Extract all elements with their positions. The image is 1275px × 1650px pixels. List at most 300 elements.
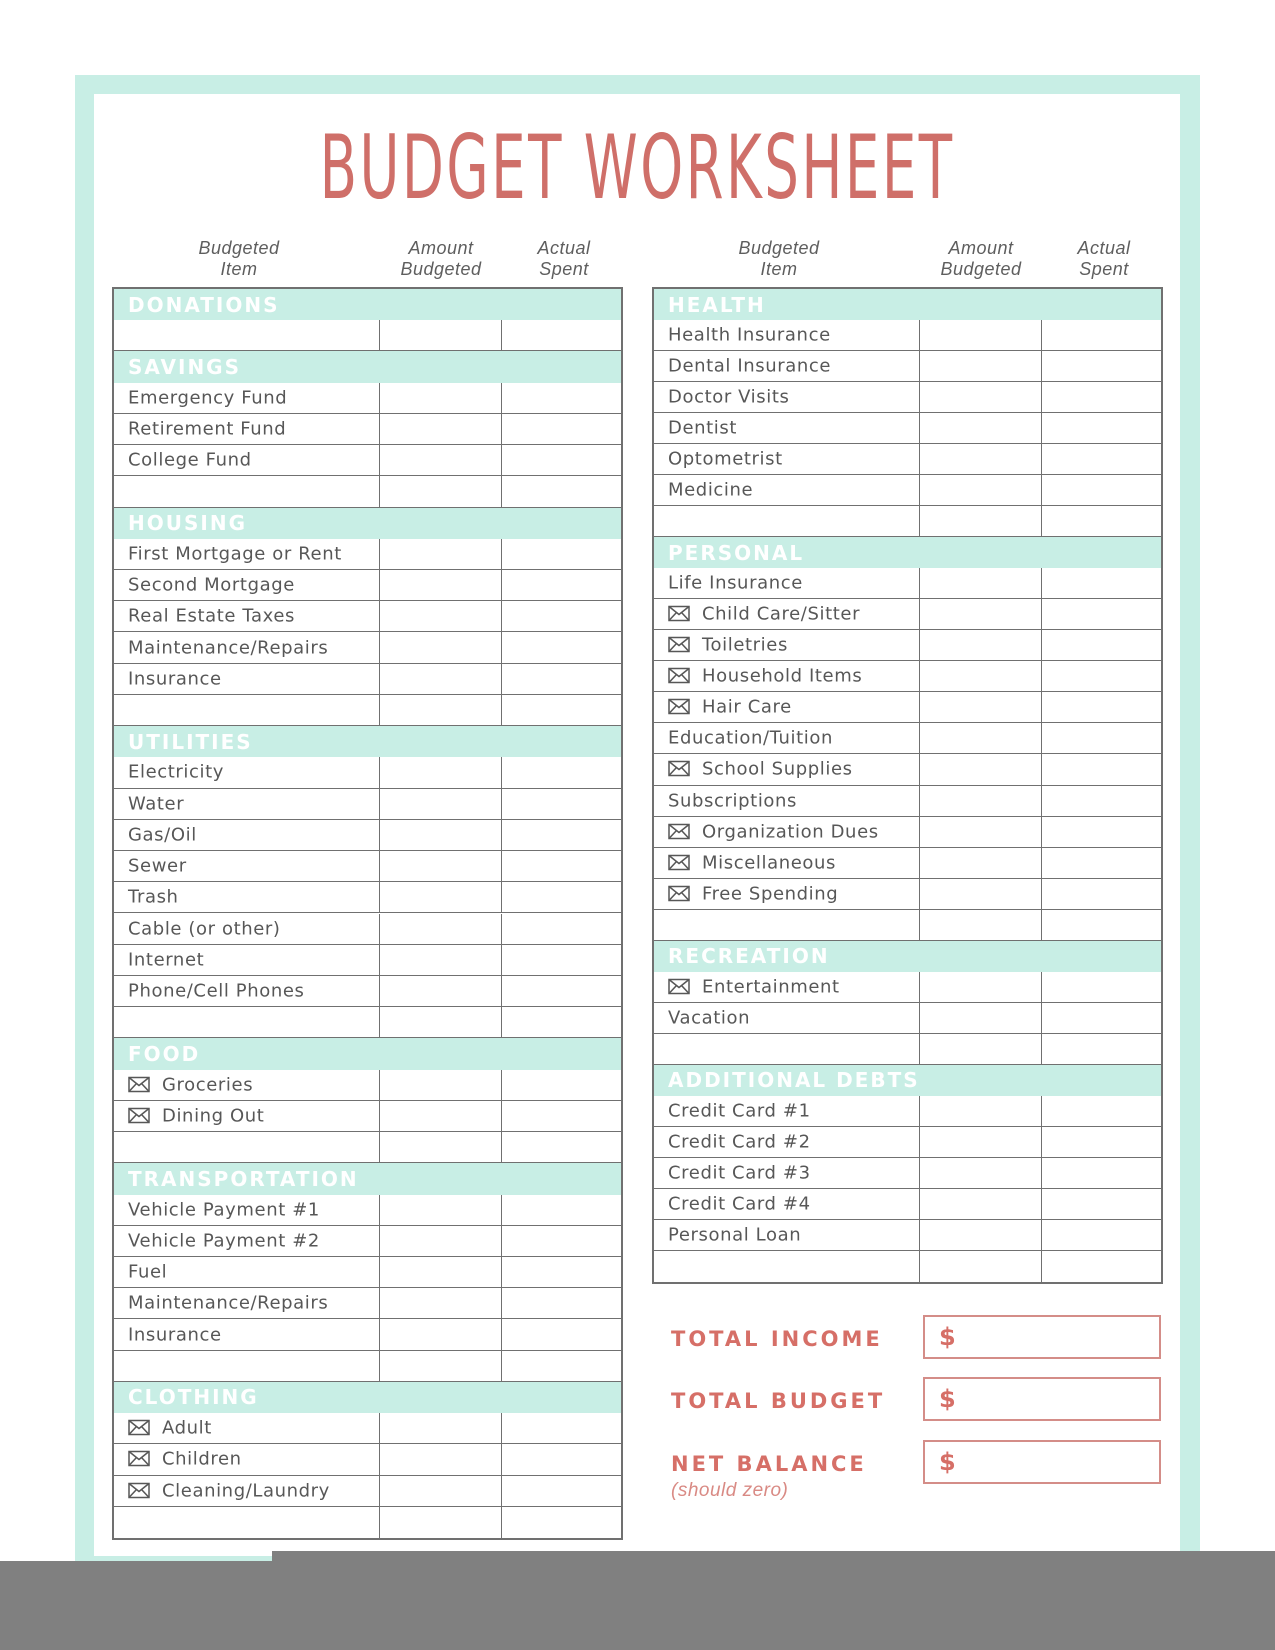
table-row [114,445,621,476]
amount-budgeted-cell[interactable] [380,1444,502,1474]
amount-budgeted-cell[interactable] [920,475,1042,505]
item-label: Credit Card #1 [668,1100,811,1122]
item-cell[interactable] [114,695,380,725]
envelope-icon [668,606,690,622]
actual-spent-cell[interactable] [502,1413,621,1443]
amount-budgeted-cell[interactable] [920,879,1042,909]
amount-budgeted-cell[interactable] [380,1195,502,1225]
item-cell [114,1413,380,1443]
table-row [114,976,621,1007]
item-label: Dental Insurance [668,355,832,377]
amount-budgeted-cell[interactable] [380,1257,502,1287]
actual-spent-cell[interactable] [1042,599,1161,629]
actual-spent-cell[interactable] [1042,786,1161,816]
envelope-icon [128,1076,150,1092]
actual-spent-cell[interactable] [502,1070,621,1100]
item-label: Phone/Cell Phones [128,980,305,1002]
amount-budgeted-cell[interactable] [920,1003,1042,1033]
actual-spent-cell[interactable] [1042,382,1161,412]
actual-spent-cell[interactable] [502,976,621,1006]
table-row [114,1101,621,1132]
item-label: Insurance [128,1324,222,1346]
amount-budgeted-cell[interactable] [380,383,502,413]
section-header [114,289,621,320]
amount-budgeted-cell[interactable] [920,351,1042,381]
actual-spent-cell[interactable] [1042,1127,1161,1157]
table-row [654,413,1161,444]
amount-budgeted-cell[interactable] [920,1251,1042,1282]
table-row [654,630,1161,661]
table-row [114,945,621,976]
amount-budgeted-cell[interactable] [920,1220,1042,1250]
item-label: Doctor Visits [668,386,790,408]
actual-spent-cell[interactable] [502,1288,621,1318]
section-header [114,1038,621,1069]
amount-budgeted-cell[interactable] [920,506,1042,536]
section-header [114,508,621,539]
table-row [114,695,621,726]
amount-budgeted-cell[interactable] [380,945,502,975]
item-cell [654,1127,920,1157]
actual-spent-cell[interactable] [502,570,621,600]
actual-spent-cell[interactable] [502,476,621,506]
section-title: RECREATION [668,944,830,969]
amount-budgeted-cell[interactable] [920,630,1042,660]
actual-spent-cell[interactable] [1042,972,1161,1002]
item-label: Maintenance/Repairs [128,1292,329,1314]
amount-budgeted-cell[interactable] [380,414,502,444]
actual-spent-cell[interactable] [502,882,621,912]
amount-budgeted-cell[interactable] [380,1413,502,1443]
item-label: Vacation [668,1007,751,1029]
amount-budgeted-cell[interactable] [380,1476,502,1506]
item-cell[interactable] [114,1132,380,1162]
header-budgeted-item [704,238,854,280]
amount-budgeted-cell[interactable] [380,757,502,787]
table-row [114,757,621,788]
amount-budgeted-cell[interactable] [380,789,502,819]
amount-budgeted-cell[interactable] [380,851,502,881]
item-cell [654,661,920,691]
amount-budgeted-cell[interactable] [380,976,502,1006]
amount-budgeted-cell[interactable] [380,820,502,850]
item-label: Life Insurance [668,572,803,594]
scan-background [0,1561,1275,1650]
item-cell [654,1158,920,1188]
item-label: Water [128,793,185,815]
actual-spent-cell[interactable] [502,445,621,475]
item-cell [114,664,380,694]
table-row [654,910,1161,941]
amount-budgeted-cell[interactable] [380,1007,502,1037]
item-label: Fuel [128,1261,168,1283]
left-budget-table [112,287,623,1540]
currency-symbol: $ [939,1448,956,1476]
item-label: Cleaning/Laundry [128,1480,330,1501]
actual-spent-cell[interactable] [502,945,621,975]
item-cell [114,1476,380,1506]
amount-budgeted-cell[interactable] [920,723,1042,753]
item-label: School Supplies [668,759,853,780]
amount-budgeted-cell[interactable] [920,1189,1042,1219]
item-label: Child Care/Sitter [668,604,860,625]
amount-budgeted-cell[interactable] [920,754,1042,784]
item-label: Maintenance/Repairs [128,637,329,659]
total-income-field[interactable] [923,1315,1161,1359]
item-cell [114,789,380,819]
section-header [114,351,621,382]
amount-budgeted-cell[interactable] [380,1132,502,1162]
actual-spent-cell[interactable] [1042,1034,1161,1064]
amount-budgeted-cell[interactable] [380,570,502,600]
envelope-icon [128,1420,150,1436]
amount-budgeted-cell[interactable] [920,382,1042,412]
envelope-icon [668,854,690,870]
table-row [114,664,621,695]
table-row [654,1158,1161,1189]
actual-spent-cell[interactable] [502,1476,621,1506]
actual-spent-cell[interactable] [502,383,621,413]
amount-budgeted-cell[interactable] [920,320,1042,350]
item-cell [654,1189,920,1219]
item-cell[interactable] [114,1007,380,1037]
table-row [654,382,1161,413]
item-cell [654,817,920,847]
actual-spent-cell[interactable] [1042,1251,1161,1282]
table-row [114,851,621,882]
header-line: Actual [1077,238,1131,258]
net-balance-field[interactable] [923,1440,1161,1484]
item-cell[interactable] [114,1351,380,1381]
actual-spent-cell[interactable] [502,695,621,725]
table-row [654,661,1161,692]
actual-spent-cell[interactable] [502,664,621,694]
item-label: Toiletries [668,635,788,656]
actual-spent-cell[interactable] [502,1226,621,1256]
table-row [114,882,621,913]
actual-spent-cell[interactable] [502,914,621,944]
amount-budgeted-cell[interactable] [380,695,502,725]
actual-spent-cell[interactable] [1042,848,1161,878]
item-label: College Fund [128,449,252,471]
item-label: Real Estate Taxes [128,605,296,627]
actual-spent-cell[interactable] [1042,506,1161,536]
section-title: FOOD [128,1042,201,1066]
amount-budgeted-cell[interactable] [920,413,1042,443]
table-row [654,723,1161,754]
table-row [114,1476,621,1507]
table-row [654,506,1161,537]
actual-spent-cell[interactable] [1042,661,1161,691]
envelope-icon [668,668,690,684]
table-row [654,1003,1161,1034]
table-row [654,1251,1161,1282]
amount-budgeted-cell[interactable] [380,632,502,662]
item-cell [114,539,380,569]
actual-spent-cell[interactable] [502,1351,621,1381]
amount-budgeted-cell[interactable] [380,1226,502,1256]
net-balance-note: (should zero) [671,1480,789,1501]
table-row [114,1226,621,1257]
amount-budgeted-cell[interactable] [920,661,1042,691]
section-title: HOUSING [128,511,247,536]
total-budget-label: TOTAL BUDGET [671,1389,886,1413]
item-label: Credit Card #2 [668,1131,811,1153]
table-row [114,320,621,351]
title-word-budget: BUDGET [319,116,564,219]
actual-spent-cell[interactable] [502,1319,621,1349]
header-line: Amount [948,238,1014,258]
actual-spent-cell[interactable] [502,1132,621,1162]
table-row [114,601,621,632]
amount-budgeted-cell[interactable] [380,1070,502,1100]
amount-budgeted-cell[interactable] [920,1158,1042,1188]
amount-budgeted-cell[interactable] [380,1288,502,1318]
amount-budgeted-cell[interactable] [920,1034,1042,1064]
table-row [654,1127,1161,1158]
amount-budgeted-cell[interactable] [380,320,502,350]
actual-spent-cell[interactable] [502,1195,621,1225]
section-title: SAVINGS [128,355,242,380]
left-column-headers [112,238,622,282]
item-label: Internet [128,949,205,971]
actual-spent-cell[interactable] [1042,879,1161,909]
table-row [654,599,1161,630]
item-cell[interactable] [654,1034,920,1064]
item-cell [114,757,380,787]
right-column-headers [652,238,1162,282]
item-cell [654,848,920,878]
item-label: Optometrist [668,448,783,470]
table-row [654,848,1161,879]
item-cell [114,445,380,475]
actual-spent-cell[interactable] [1042,692,1161,722]
table-row [654,320,1161,351]
amount-budgeted-cell[interactable] [380,476,502,506]
item-cell [654,1003,920,1033]
actual-spent-cell[interactable] [1042,817,1161,847]
amount-budgeted-cell[interactable] [380,1507,502,1538]
section-header [654,941,1161,972]
actual-spent-cell[interactable] [502,789,621,819]
table-row [114,383,621,414]
table-row [654,786,1161,817]
table-row [114,414,621,445]
amount-budgeted-cell[interactable] [380,601,502,631]
item-label: Second Mortgage [128,574,295,596]
table-row [654,879,1161,910]
table-row [654,754,1161,785]
item-cell [114,945,380,975]
item-cell [114,1444,380,1474]
actual-spent-cell[interactable] [502,1444,621,1474]
total-budget-field[interactable] [923,1377,1161,1421]
header-line: Budgeted [738,238,820,258]
item-cell[interactable] [114,1507,380,1538]
item-cell [654,568,920,598]
item-cell [654,754,920,784]
item-cell [114,1288,380,1318]
item-label: Dining Out [128,1105,264,1126]
item-label: Sewer [128,855,187,877]
title-word-worksheet: WORKSHEET [583,116,955,219]
actual-spent-cell[interactable] [502,632,621,662]
item-label: Children [128,1449,242,1470]
table-row [654,1034,1161,1065]
actual-spent-cell[interactable] [1042,568,1161,598]
header-line: Budgeted [198,238,280,258]
item-label: Miscellaneous [668,852,836,873]
table-row [654,1220,1161,1251]
table-row [114,632,621,663]
section-header [114,1163,621,1194]
actual-spent-cell[interactable] [502,320,621,350]
actual-spent-cell[interactable] [502,1507,621,1538]
section-title: TRANSPORTATION [128,1166,359,1191]
amount-budgeted-cell[interactable] [380,445,502,475]
currency-symbol: $ [939,1323,956,1351]
amount-budgeted-cell[interactable] [380,1319,502,1349]
actual-spent-cell[interactable] [502,851,621,881]
table-row [114,1007,621,1038]
amount-budgeted-cell[interactable] [920,568,1042,598]
actual-spent-cell[interactable] [502,757,621,787]
section-header [114,726,621,757]
actual-spent-cell[interactable] [1042,630,1161,660]
table-row [114,476,621,507]
table-row [114,1413,621,1444]
actual-spent-cell[interactable] [1042,1189,1161,1219]
table-row [654,817,1161,848]
item-label: Health Insurance [668,324,831,346]
header-actual-spent [504,238,624,280]
actual-spent-cell[interactable] [1042,351,1161,381]
actual-spent-cell[interactable] [502,1007,621,1037]
section-title: PERSONAL [668,540,805,565]
item-cell [114,1070,380,1100]
item-label: First Mortgage or Rent [128,543,342,565]
item-cell [114,632,380,662]
table-row [654,475,1161,506]
amount-budgeted-cell[interactable] [920,444,1042,474]
actual-spent-cell[interactable] [502,1101,621,1131]
item-cell[interactable] [654,910,920,940]
item-cell [114,414,380,444]
actual-spent-cell[interactable] [502,1257,621,1287]
item-cell [114,1101,380,1131]
amount-budgeted-cell[interactable] [380,914,502,944]
actual-spent-cell[interactable] [1042,723,1161,753]
amount-budgeted-cell[interactable] [920,786,1042,816]
section-header [654,1065,1161,1096]
actual-spent-cell[interactable] [1042,475,1161,505]
item-label: Personal Loan [668,1224,802,1246]
table-row [114,1351,621,1382]
table-row [114,1319,621,1350]
actual-spent-cell[interactable] [1042,910,1161,940]
item-cell [654,382,920,412]
item-label: Electricity [128,761,225,783]
item-label: Education/Tuition [668,727,834,749]
actual-spent-cell[interactable] [502,414,621,444]
table-row [114,570,621,601]
amount-budgeted-cell[interactable] [920,599,1042,629]
amount-budgeted-cell[interactable] [920,692,1042,722]
amount-budgeted-cell[interactable] [920,972,1042,1002]
amount-budgeted-cell[interactable] [920,910,1042,940]
section-header [654,289,1161,320]
header-amount-budgeted [920,238,1042,280]
item-cell [654,1220,920,1250]
amount-budgeted-cell[interactable] [380,539,502,569]
item-cell[interactable] [114,476,380,506]
amount-budgeted-cell[interactable] [920,1096,1042,1126]
amount-budgeted-cell[interactable] [380,664,502,694]
actual-spent-cell[interactable] [1042,1096,1161,1126]
header-line: Spent [539,259,589,279]
actual-spent-cell[interactable] [1042,754,1161,784]
item-cell [654,972,920,1002]
table-row [654,1189,1161,1220]
envelope-icon [128,1451,150,1467]
actual-spent-cell[interactable] [1042,444,1161,474]
actual-spent-cell[interactable] [502,601,621,631]
header-line: Budgeted [400,259,482,279]
actual-spent-cell[interactable] [1042,413,1161,443]
item-cell [654,786,920,816]
actual-spent-cell[interactable] [1042,320,1161,350]
section-title: CLOTHING [128,1385,259,1410]
item-cell[interactable] [654,1251,920,1282]
item-cell [654,630,920,660]
amount-budgeted-cell[interactable] [920,817,1042,847]
amount-budgeted-cell[interactable] [380,1351,502,1381]
header-line: Item [760,259,798,279]
envelope-icon [668,978,690,994]
amount-budgeted-cell[interactable] [920,1127,1042,1157]
item-label: Organization Dues [668,821,879,842]
amount-budgeted-cell[interactable] [920,848,1042,878]
item-cell[interactable] [114,320,380,350]
page-title [94,112,1180,224]
item-label: Medicine [668,479,754,501]
amount-budgeted-cell[interactable] [380,1101,502,1131]
envelope-icon [668,823,690,839]
table-row [114,1070,621,1101]
item-label: Gas/Oil [128,824,197,846]
table-row [114,1132,621,1163]
actual-spent-cell[interactable] [502,539,621,569]
actual-spent-cell[interactable] [1042,1003,1161,1033]
item-label: Cable (or other) [128,918,281,940]
section-header [654,537,1161,568]
envelope-icon [668,699,690,715]
section-header [114,1382,621,1413]
table-row [114,1257,621,1288]
header-line: Item [220,259,258,279]
actual-spent-cell[interactable] [502,820,621,850]
table-row [114,1288,621,1319]
item-cell[interactable] [654,506,920,536]
item-cell [114,570,380,600]
item-cell [114,882,380,912]
envelope-icon [668,637,690,653]
actual-spent-cell[interactable] [1042,1158,1161,1188]
item-label: Trash [128,886,179,908]
amount-budgeted-cell[interactable] [380,882,502,912]
actual-spent-cell[interactable] [1042,1220,1161,1250]
item-cell [114,820,380,850]
